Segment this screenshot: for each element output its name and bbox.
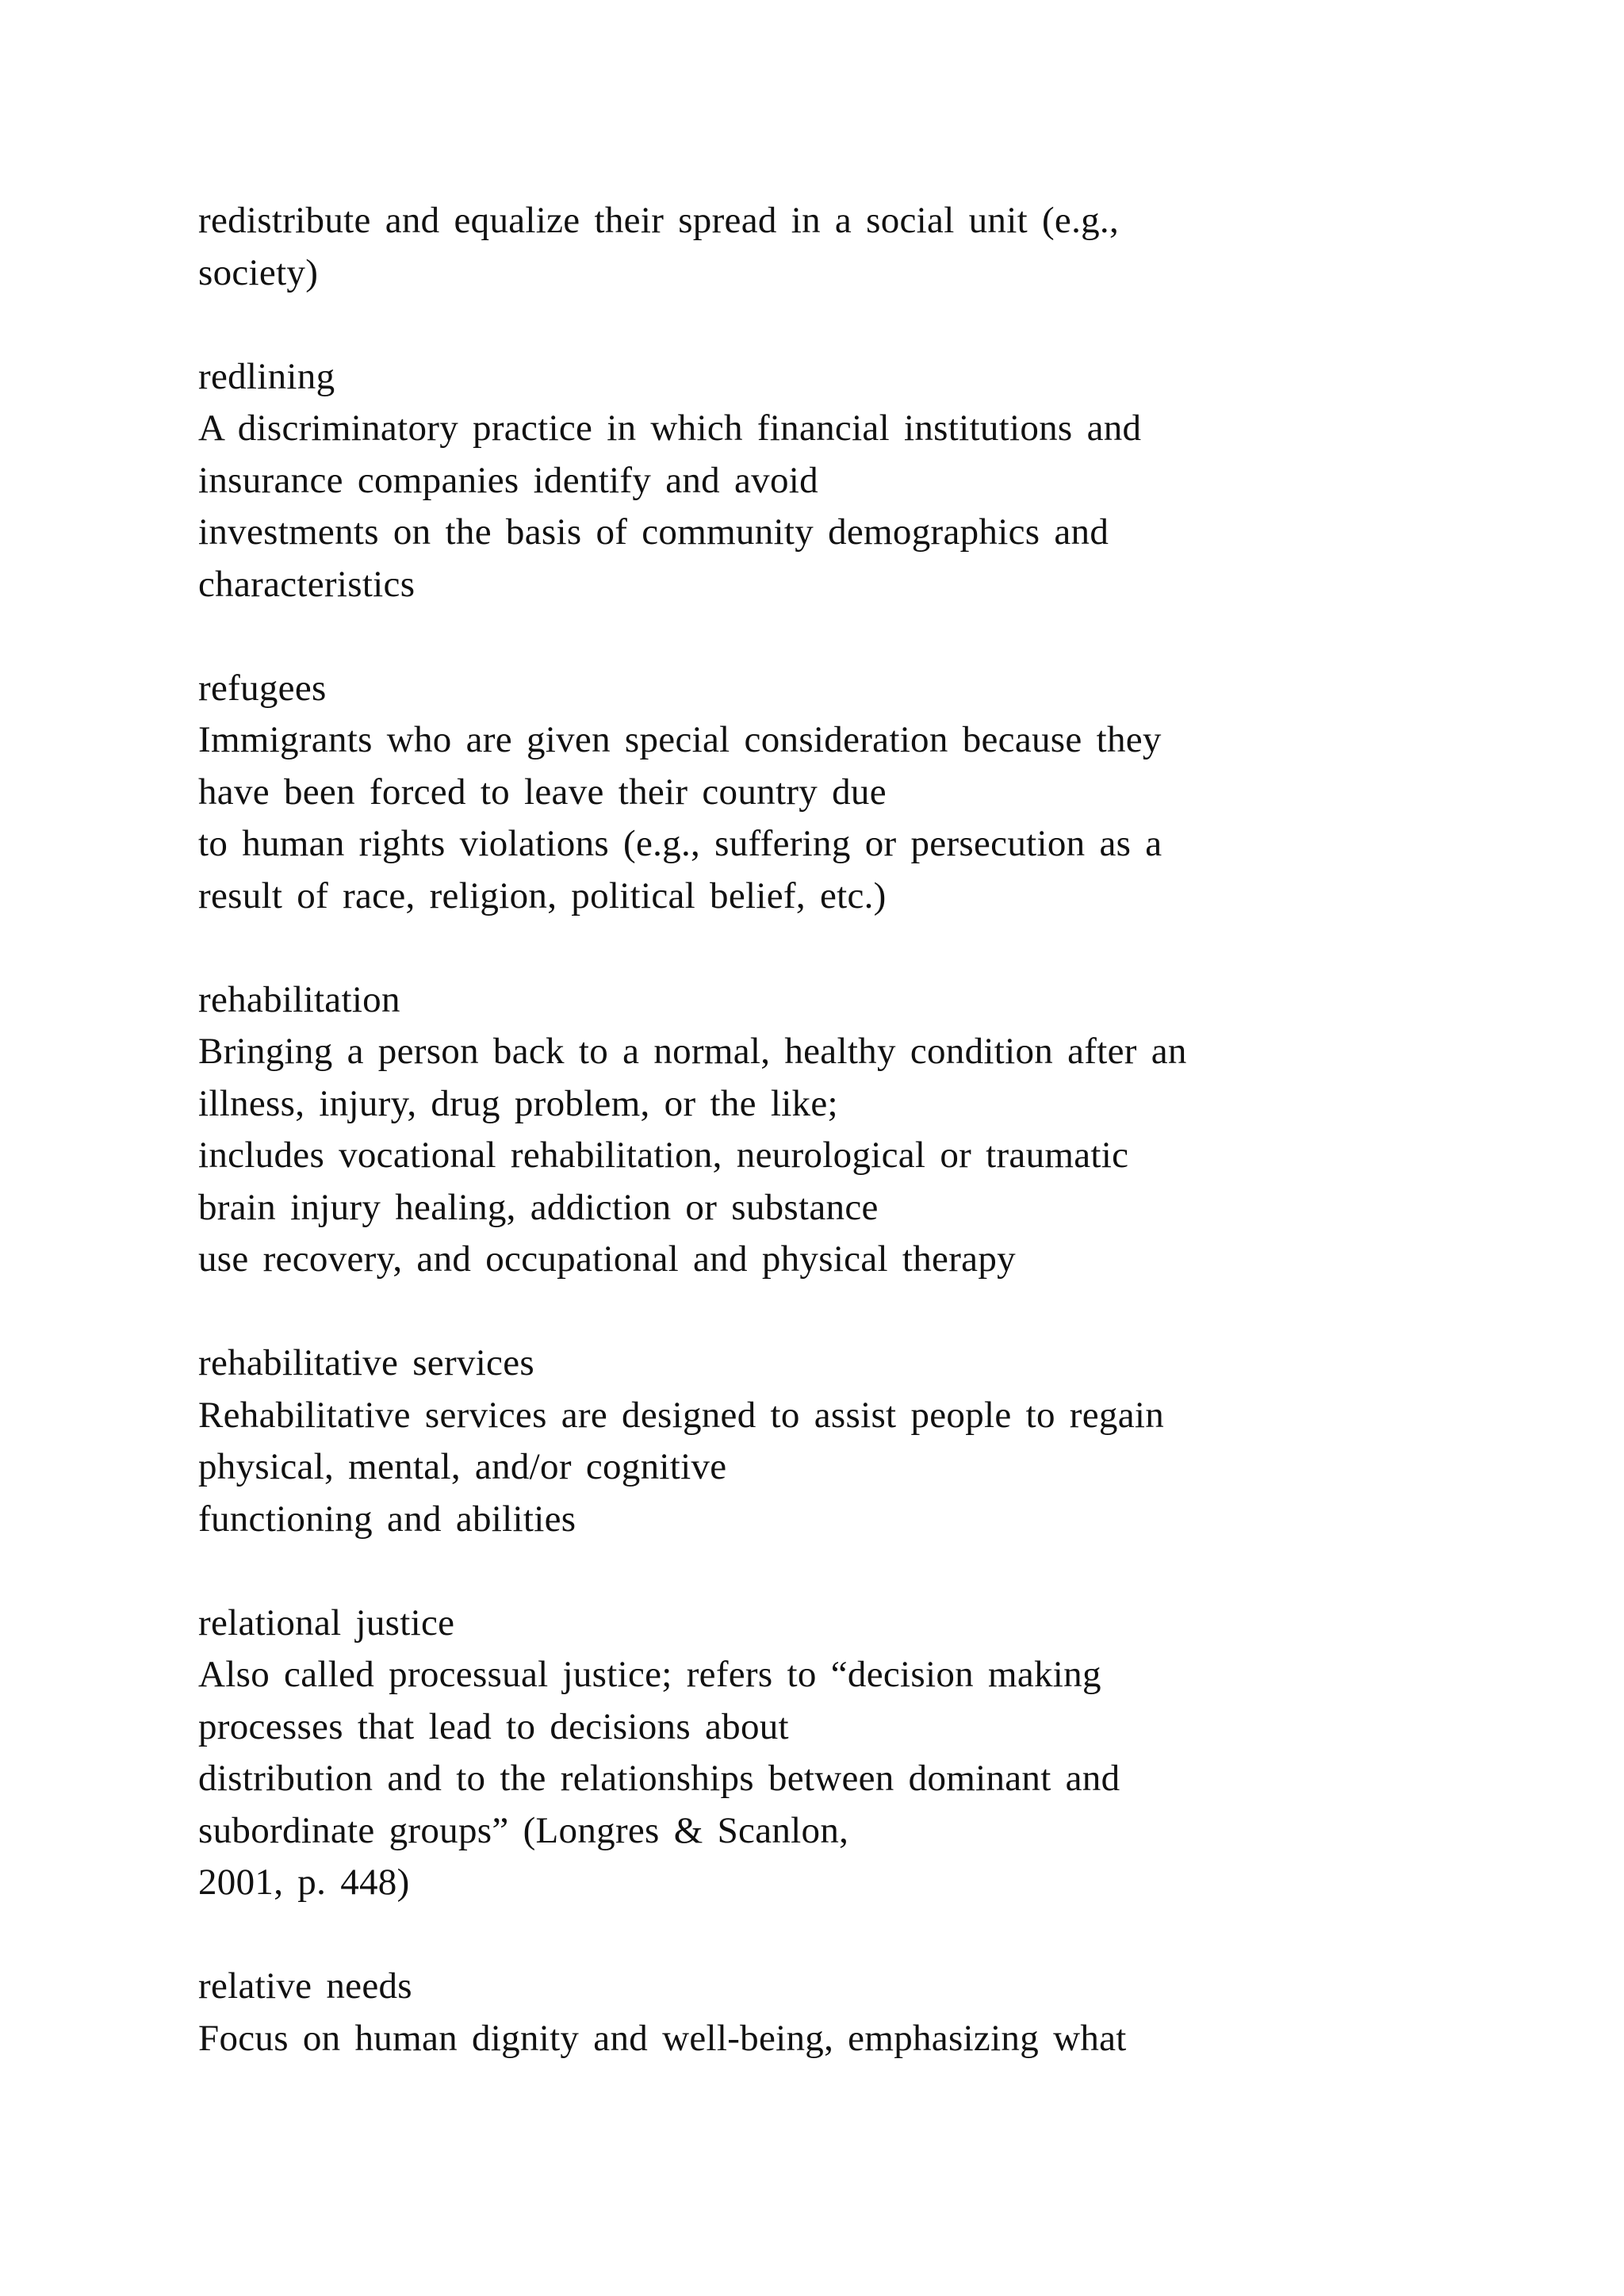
text-line: brain injury healing, addiction or substance — [198, 1186, 879, 1228]
text-line: Immigrants who are given special consideration because they — [198, 719, 1162, 760]
glossary-term: refugees — [198, 667, 327, 709]
text-line: redistribute and equalize their spread in a social unit (e.g., — [198, 200, 1120, 241]
blank-line — [198, 299, 1467, 351]
text-line: A discriminatory practice in which financial institutions and — [198, 408, 1142, 449]
blank-line — [198, 1286, 1467, 1338]
text-line: processes that lead to decisions about — [198, 1705, 789, 1747]
glossary-term: relational justice — [198, 1601, 455, 1644]
text-line: Focus on human dignity and well-being, emphasizing what — [198, 2017, 1127, 2059]
text-line: investments on the basis of community demographics and — [198, 511, 1109, 553]
text-line: use recovery, and occupational and physical therapy — [198, 1238, 1016, 1280]
text-line: Rehabilitative services are designed to assist people to regain — [198, 1394, 1165, 1436]
glossary-term: rehabilitative services — [198, 1342, 534, 1383]
blank-line — [198, 1545, 1467, 1598]
blank-line — [198, 610, 1467, 663]
glossary-term: rehabilitation — [198, 978, 400, 1020]
text-line: to human rights violations (e.g., suffering or persecution as a — [198, 823, 1162, 864]
text-line: society) — [198, 251, 319, 293]
blank-line — [198, 1909, 1467, 1961]
text-line: includes vocational rehabilitation, neurological or traumatic — [198, 1135, 1129, 1176]
glossary-term: relative needs — [198, 1965, 412, 2007]
text-line: distribution and to the relationships between dominant and — [198, 1758, 1120, 1799]
text-line: 2001, p. 448) — [198, 1862, 410, 1903]
text-line: Bringing a person back to a normal, healthy condition after an — [198, 1031, 1187, 1072]
glossary-term: redlining — [198, 355, 335, 397]
text-line: subordinate groups” (Longres & Scanlon, — [198, 1809, 849, 1851]
text-line: insurance companies identify and avoid — [198, 459, 818, 501]
text-line: Also called processual justice; refers to “decision making — [198, 1654, 1101, 1695]
glossary-text — [198, 195, 1467, 2064]
text-line: physical, mental, and/or cognitive — [198, 1446, 727, 1487]
blank-line — [198, 922, 1467, 974]
text-line: characteristics — [198, 563, 416, 605]
text-line: illness, injury, drug problem, or the like; — [198, 1082, 838, 1124]
text-line: result of race, religion, political belief, etc.) — [198, 874, 887, 916]
text-line: have been forced to leave their country due — [198, 771, 887, 813]
text-line: functioning and abilities — [198, 1498, 576, 1540]
